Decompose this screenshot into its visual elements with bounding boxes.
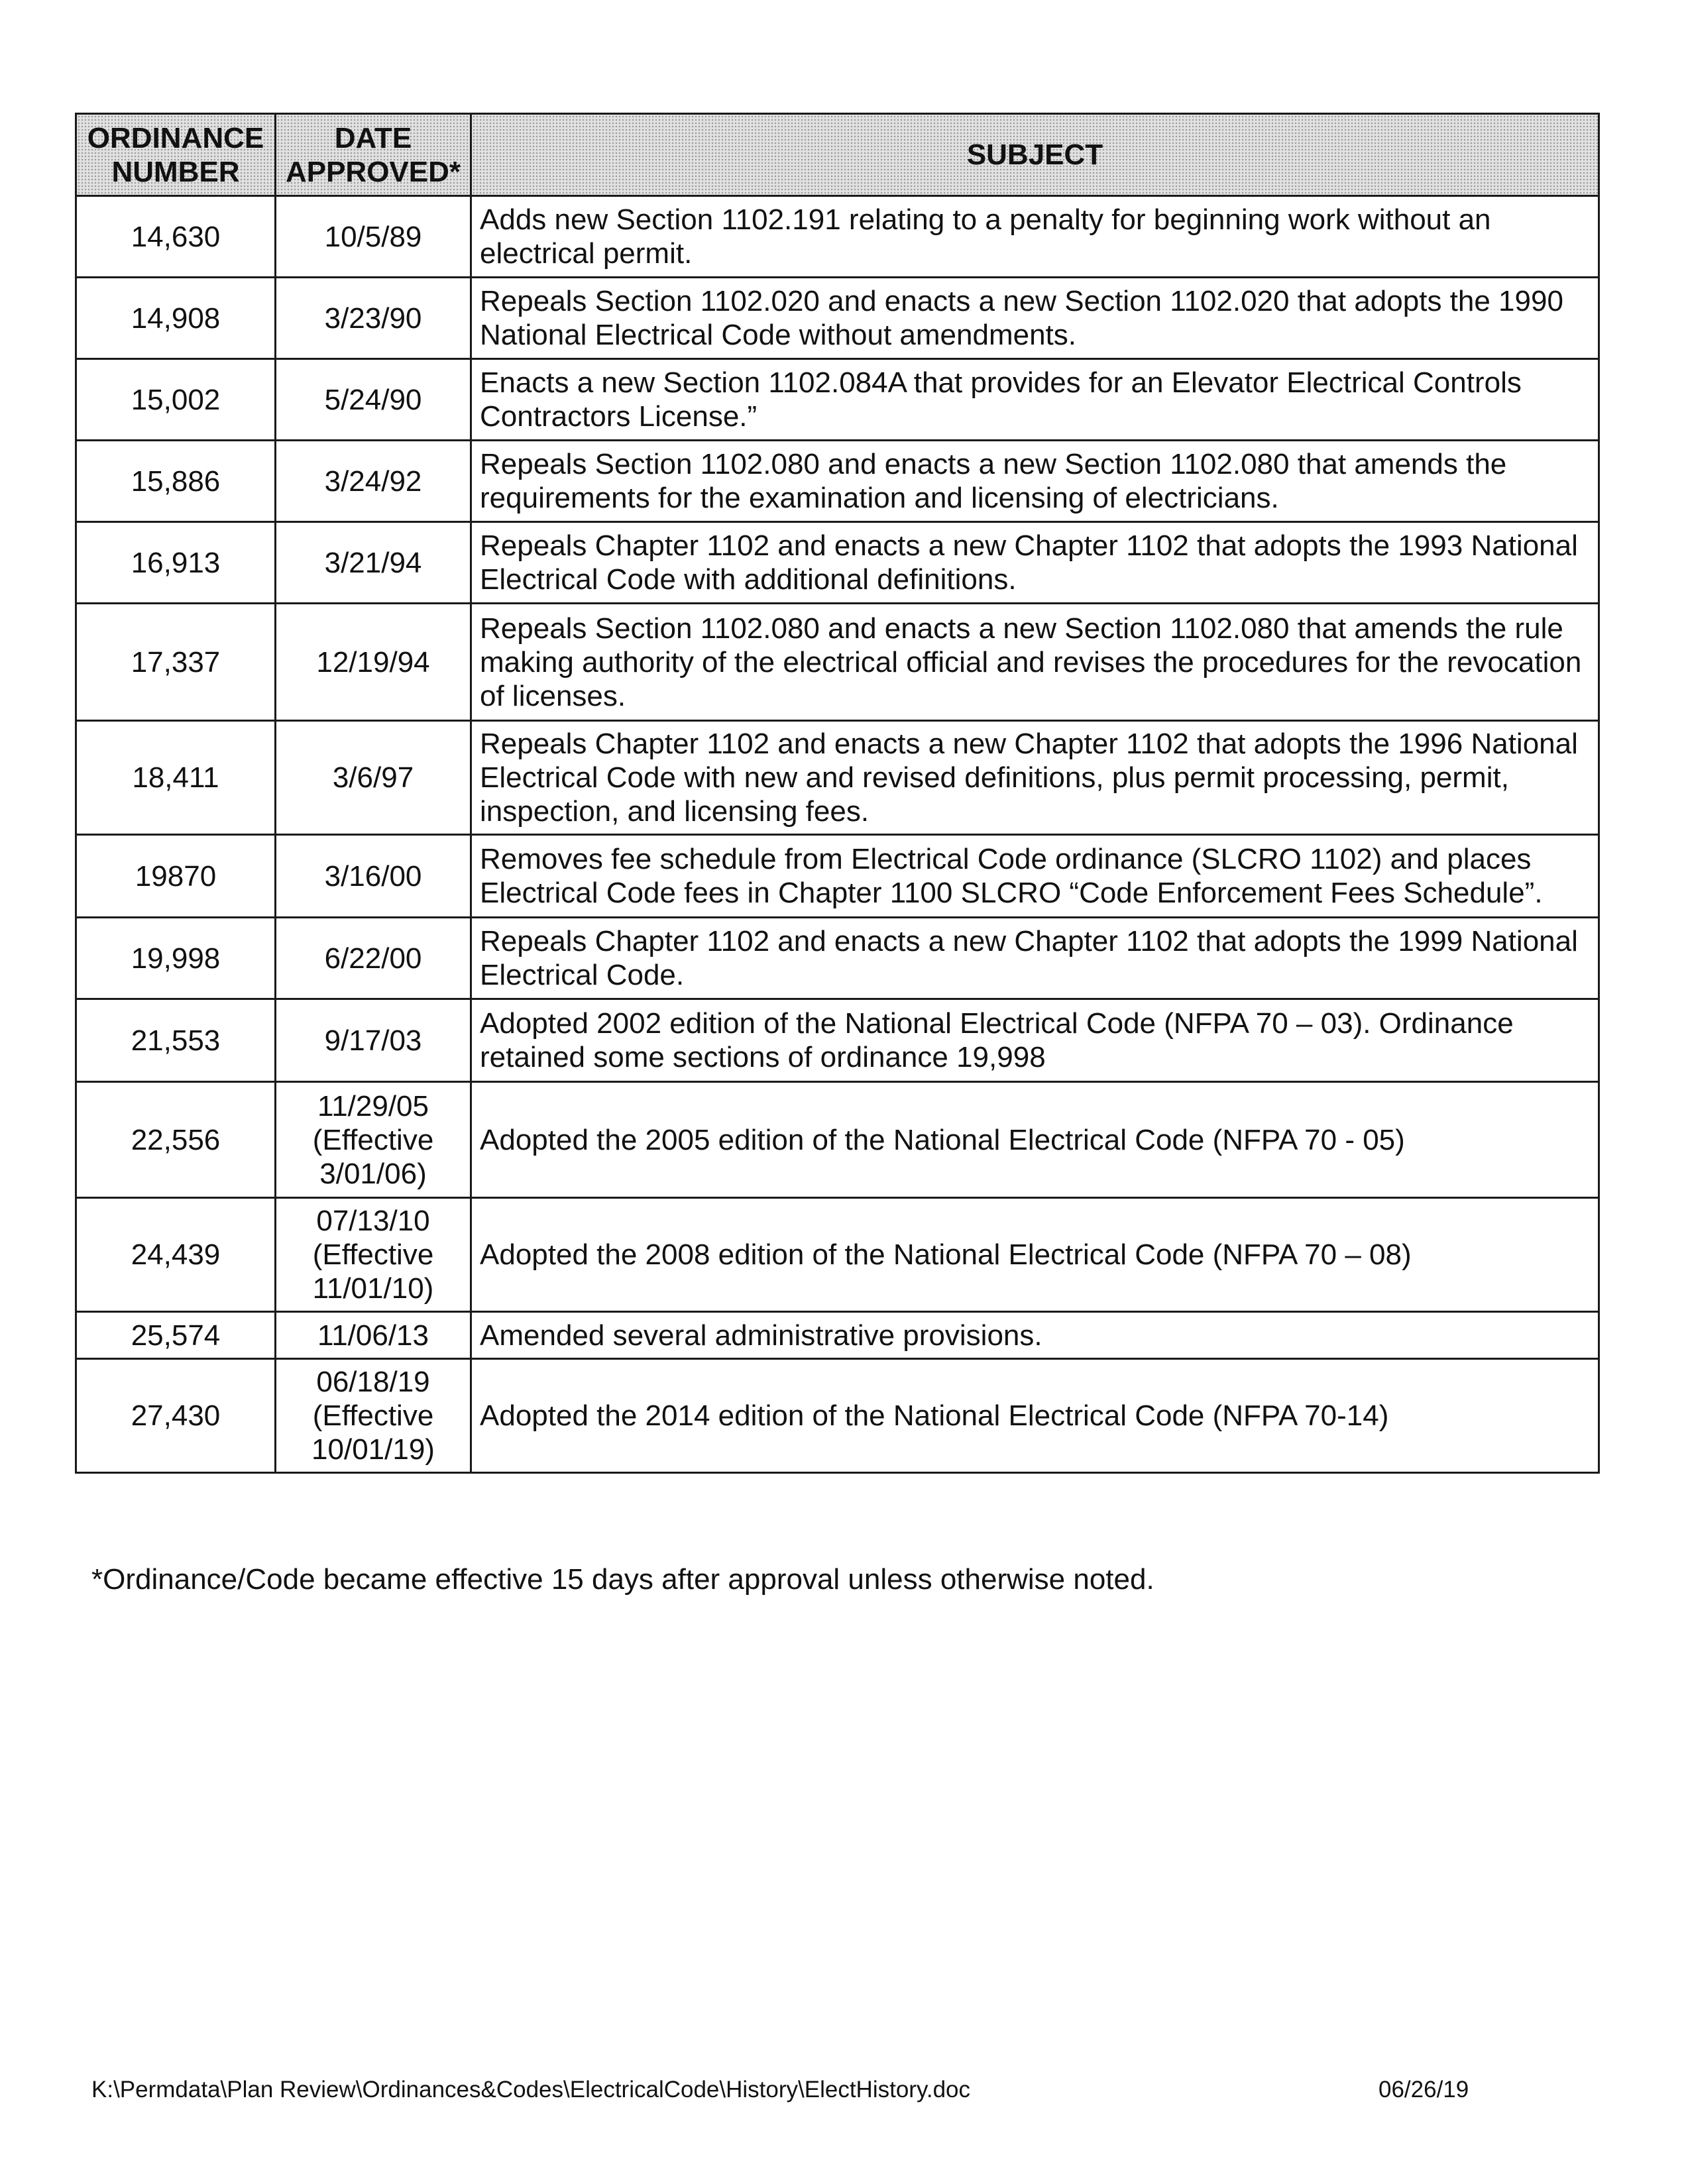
ordinance-number: 15,002 [76, 359, 276, 441]
ordinance-number: 15,886 [76, 441, 276, 522]
ordinance-number: 18,411 [76, 721, 276, 835]
table-row [76, 278, 1599, 359]
subject: Adopted the 2005 edition of the National Electrical Code (NFPA 70 - 05) [471, 1082, 1599, 1198]
date-approved: 11/29/05 (Effective 3/01/06) [276, 1082, 471, 1198]
ordinance-number: 21,553 [76, 999, 276, 1082]
subject: Adopted the 2008 edition of the National Electrical Code (NFPA 70 – 08) [471, 1198, 1599, 1312]
date-approved: 3/21/94 [276, 522, 471, 604]
subject: Amended several administrative provisions. [471, 1312, 1599, 1359]
date-approved: 3/23/90 [276, 278, 471, 359]
header-ordinance-number: ORDINANCE NUMBER [76, 114, 276, 196]
ordinance-number: 14,908 [76, 278, 276, 359]
table-row [76, 1082, 1599, 1198]
subject: Repeals Section 1102.080 and enacts a new Section 1102.080 that amends the rule making authority of the electrical official and revises the procedures for the revocation of licenses. [471, 604, 1599, 721]
table-row [76, 918, 1599, 999]
subject: Enacts a new Section 1102.084A that provides for an Elevator Electrical Controls Contractors License.” [471, 359, 1599, 441]
ordinance-number: 17,337 [76, 604, 276, 721]
subject: Adds new Section 1102.191 relating to a penalty for beginning work without an electrical permit. [471, 196, 1599, 278]
ordinance-number: 14,630 [76, 196, 276, 278]
date-approved: 9/17/03 [276, 999, 471, 1082]
subject: Adopted the 2014 edition of the National Electrical Code (NFPA 70-14) [471, 1359, 1599, 1473]
ordinance-number: 25,574 [76, 1312, 276, 1359]
subject: Repeals Section 1102.080 and enacts a new Section 1102.080 that amends the requirements for the examination and licensing of electricians. [471, 441, 1599, 522]
effective-date-footnote: *Ordinance/Code became effective 15 days after approval unless otherwise noted. [91, 1563, 1154, 1596]
subject: Repeals Chapter 1102 and enacts a new Chapter 1102 that adopts the 1996 National Electrical Code with new and revised definitions, plus permit processing, permit, inspection, and licensing fees. [471, 721, 1599, 835]
table-row [76, 604, 1599, 721]
header-subject: SUBJECT [471, 114, 1599, 196]
date-approved: 12/19/94 [276, 604, 471, 721]
date-approved: 07/13/10 (Effective 11/01/10) [276, 1198, 471, 1312]
table-row [76, 359, 1599, 441]
table-row [76, 441, 1599, 522]
date-approved: 6/22/00 [276, 918, 471, 999]
table-row [76, 835, 1599, 918]
date-approved: 3/6/97 [276, 721, 471, 835]
ordinance-number: 19870 [76, 835, 276, 918]
table-row [76, 196, 1599, 278]
table-row [76, 721, 1599, 835]
date-approved: 10/5/89 [276, 196, 471, 278]
subject: Repeals Section 1102.020 and enacts a new Section 1102.020 that adopts the 1990 National Electrical Code without amendments. [471, 278, 1599, 359]
ordinance-number: 16,913 [76, 522, 276, 604]
subject: Repeals Chapter 1102 and enacts a new Chapter 1102 that adopts the 1993 National Electrical Code with additional definitions. [471, 522, 1599, 604]
table-row [76, 1198, 1599, 1312]
date-approved: 11/06/13 [276, 1312, 471, 1359]
footer-file-path: K:\Permdata\Plan Review\Ordinances&Codes\ElectricalCode\History\ElectHistory.doc [91, 2077, 971, 2102]
header-date-approved: DATE APPROVED* [276, 114, 471, 196]
table-row [76, 1359, 1599, 1473]
table-header-row [76, 114, 1599, 196]
ordinance-number: 19,998 [76, 918, 276, 999]
table-row [76, 999, 1599, 1082]
date-approved: 3/16/00 [276, 835, 471, 918]
ordinance-number: 27,430 [76, 1359, 276, 1473]
date-approved: 3/24/92 [276, 441, 471, 522]
subject: Adopted 2002 edition of the National Electrical Code (NFPA 70 – 03). Ordinance retained some sections of ordinance 19,998 [471, 999, 1599, 1082]
ordinance-number: 24,439 [76, 1198, 276, 1312]
date-approved: 06/18/19 (Effective 10/01/19) [276, 1359, 471, 1473]
table-row [76, 522, 1599, 604]
footer-date: 06/26/19 [1378, 2077, 1469, 2102]
ordinance-number: 22,556 [76, 1082, 276, 1198]
subject: Repeals Chapter 1102 and enacts a new Chapter 1102 that adopts the 1999 National Electrical Code. [471, 918, 1599, 999]
table-row [76, 1312, 1599, 1359]
subject: Removes fee schedule from Electrical Code ordinance (SLCRO 1102) and places Electrical Code fees in Chapter 1100 SLCRO “Code Enforcement Fees Schedule”. [471, 835, 1599, 918]
ordinance-history-table [75, 113, 1600, 1474]
date-approved: 5/24/90 [276, 359, 471, 441]
